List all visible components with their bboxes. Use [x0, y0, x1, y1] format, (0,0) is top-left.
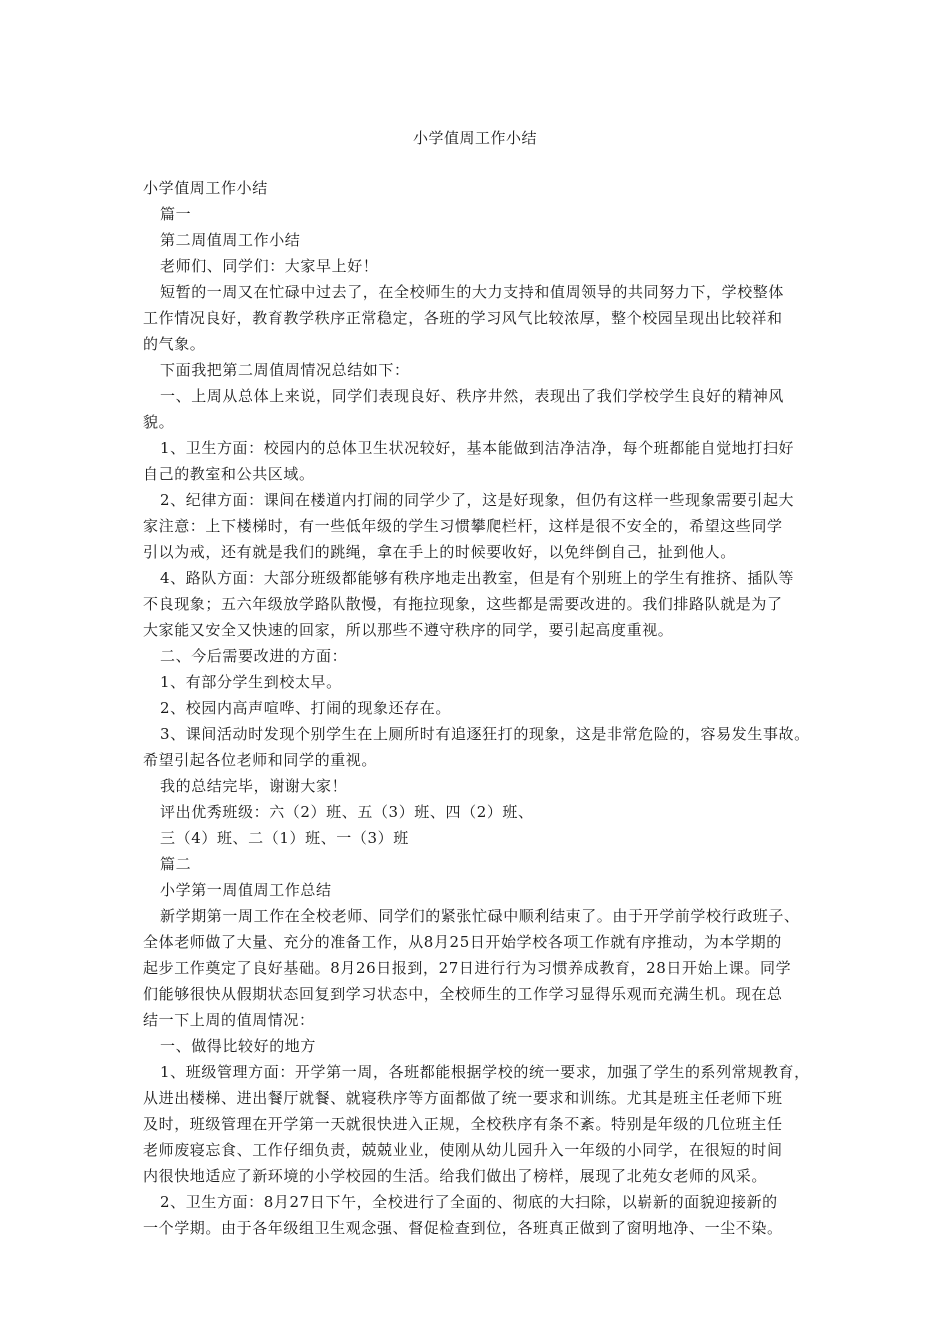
paragraph-line: 2、卫生方面：8月27日下午，全校进行了全面的、彻底的大扫除，以崭新的面貌迎接新的: [160, 1193, 778, 1211]
paragraph-line: 第二周值周工作小结: [160, 231, 301, 249]
paragraph-line: 小学值周工作小结: [143, 179, 268, 197]
paragraph-line: 篇二: [160, 855, 192, 873]
paragraph-line: 老师们、同学们：大家早上好！: [160, 257, 379, 275]
paragraph-line: 下面我把第二周值周情况总结如下：: [160, 361, 410, 379]
paragraph-line: 4、路队方面：大部分班级都能够有秩序地走出教室，但是有个别班上的学生有推挤、插队等: [160, 569, 795, 587]
paragraph-line: 2、校园内高声喧哗、打闹的现象还存在。: [160, 699, 451, 717]
paragraph-line: 一、上周从总体上来说，同学们表现良好、秩序井然，表现出了我们学校学生良好的精神风: [160, 387, 785, 405]
paragraph-line: 自己的教室和公共区域。: [143, 465, 315, 483]
paragraph-line: 新学期第一周工作在全校老师、同学们的紧张忙碌中顺利结束了。由于开学前学校行政班子、: [160, 907, 800, 925]
paragraph-line: 们能够很快从假期状态回复到学习状态中，全校师生的工作学习显得乐观而充满生机。现在总: [143, 985, 783, 1003]
paragraph-line: 我的总结完毕，谢谢大家！: [160, 777, 348, 795]
paragraph-line: 篇一: [160, 205, 192, 223]
paragraph-line: 短暂的一周又在忙碌中过去了，在全校师生的大力支持和值周领导的共同努力下，学校整体: [160, 283, 785, 301]
paragraph-line: 评出优秀班级：六（2）班、五（3）班、四（2）班、: [160, 803, 534, 821]
paragraph-line: 一、做得比较好的地方: [160, 1037, 317, 1055]
paragraph-line: 2、纪律方面：课间在楼道内打闹的同学少了，这是好现象，但仍有这样一些现象需要引起大: [160, 491, 795, 509]
paragraph-line: 1、卫生方面：校园内的总体卫生状况较好，基本能做到洁净洁净，每个班都能自觉地打扫好: [160, 439, 795, 457]
paragraph-line: 希望引起各位老师和同学的重视。: [143, 751, 378, 769]
paragraph-line: 貌。: [143, 413, 175, 431]
paragraph-line: 老师废寝忘食、工作仔细负责，兢兢业业，使刚从幼儿园升入一年级的小同学，在很短的时间: [143, 1141, 783, 1159]
document-title: 小学值周工作小结: [412, 129, 537, 147]
paragraph-line: 3、课间活动时发现个别学生在上厕所时有追逐狂打的现象，这是非常危险的，容易发生事故。: [160, 725, 810, 743]
paragraph-line: 1、班级管理方面：开学第一周，各班都能根据学校的统一要求，加强了学生的系列常规教育，: [160, 1063, 810, 1081]
paragraph-line: 工作情况良好，教育教学秩序正常稳定，各班的学习风气比较浓厚，整个校园呈现出比较祥和: [143, 309, 783, 327]
paragraph-line: 二、今后需要改进的方面：: [160, 647, 348, 665]
paragraph-line: 不良现象；五六年级放学路队散慢，有拖拉现象，这些都是需要改进的。我们排路队就是为了: [143, 595, 783, 613]
paragraph-line: 及时，班级管理在开学第一天就很快进入正规，全校秩序有条不紊。特别是年级的几位班主任: [143, 1115, 783, 1133]
paragraph-line: 起步工作奠定了良好基础。8月26日报到，27日进行行为习惯养成教育，28日开始上课。同学: [143, 959, 792, 977]
paragraph-line: 小学第一周值周工作总结: [160, 881, 332, 899]
paragraph-line: 的气象。: [143, 335, 206, 353]
document-body: [143, 175, 833, 1241]
paragraph-line: 结一下上周的值周情况：: [143, 1011, 315, 1029]
paragraph-line: 家注意：上下楼梯时，有一些低年级的学生习惯攀爬栏杆，这样是很不安全的，希望这些同学: [143, 517, 783, 535]
paragraph-line: 引以为戒，还有就是我们的跳绳，拿在手上的时候要收好，以免绊倒自己，扯到他人。: [143, 543, 736, 561]
paragraph-line: 一个学期。由于各年级组卫生观念强、督促检查到位，各班真正做到了窗明地净、一尘不染。: [143, 1219, 783, 1237]
paragraph-line: 内很快地适应了新环境的小学校园的生活。给我们做出了榜样，展现了北苑女老师的风采。: [143, 1167, 768, 1185]
paragraph-line: 三（4）班、二（1）班、一（3）班: [160, 829, 409, 847]
paragraph-line: 大家能又安全又快速的回家，所以那些不遵守秩序的同学，要引起高度重视。: [143, 621, 674, 639]
paragraph-line: 从进出楼梯、进出餐厅就餐、就寝秩序等方面都做了统一要求和训练。尤其是班主任老师下班: [143, 1089, 783, 1107]
paragraph-line: 全体老师做了大量、充分的准备工作，从8月25日开始学校各项工作就有序推动，为本学期的: [143, 933, 782, 951]
paragraph-line: 1、有部分学生到校太早。: [160, 673, 342, 691]
